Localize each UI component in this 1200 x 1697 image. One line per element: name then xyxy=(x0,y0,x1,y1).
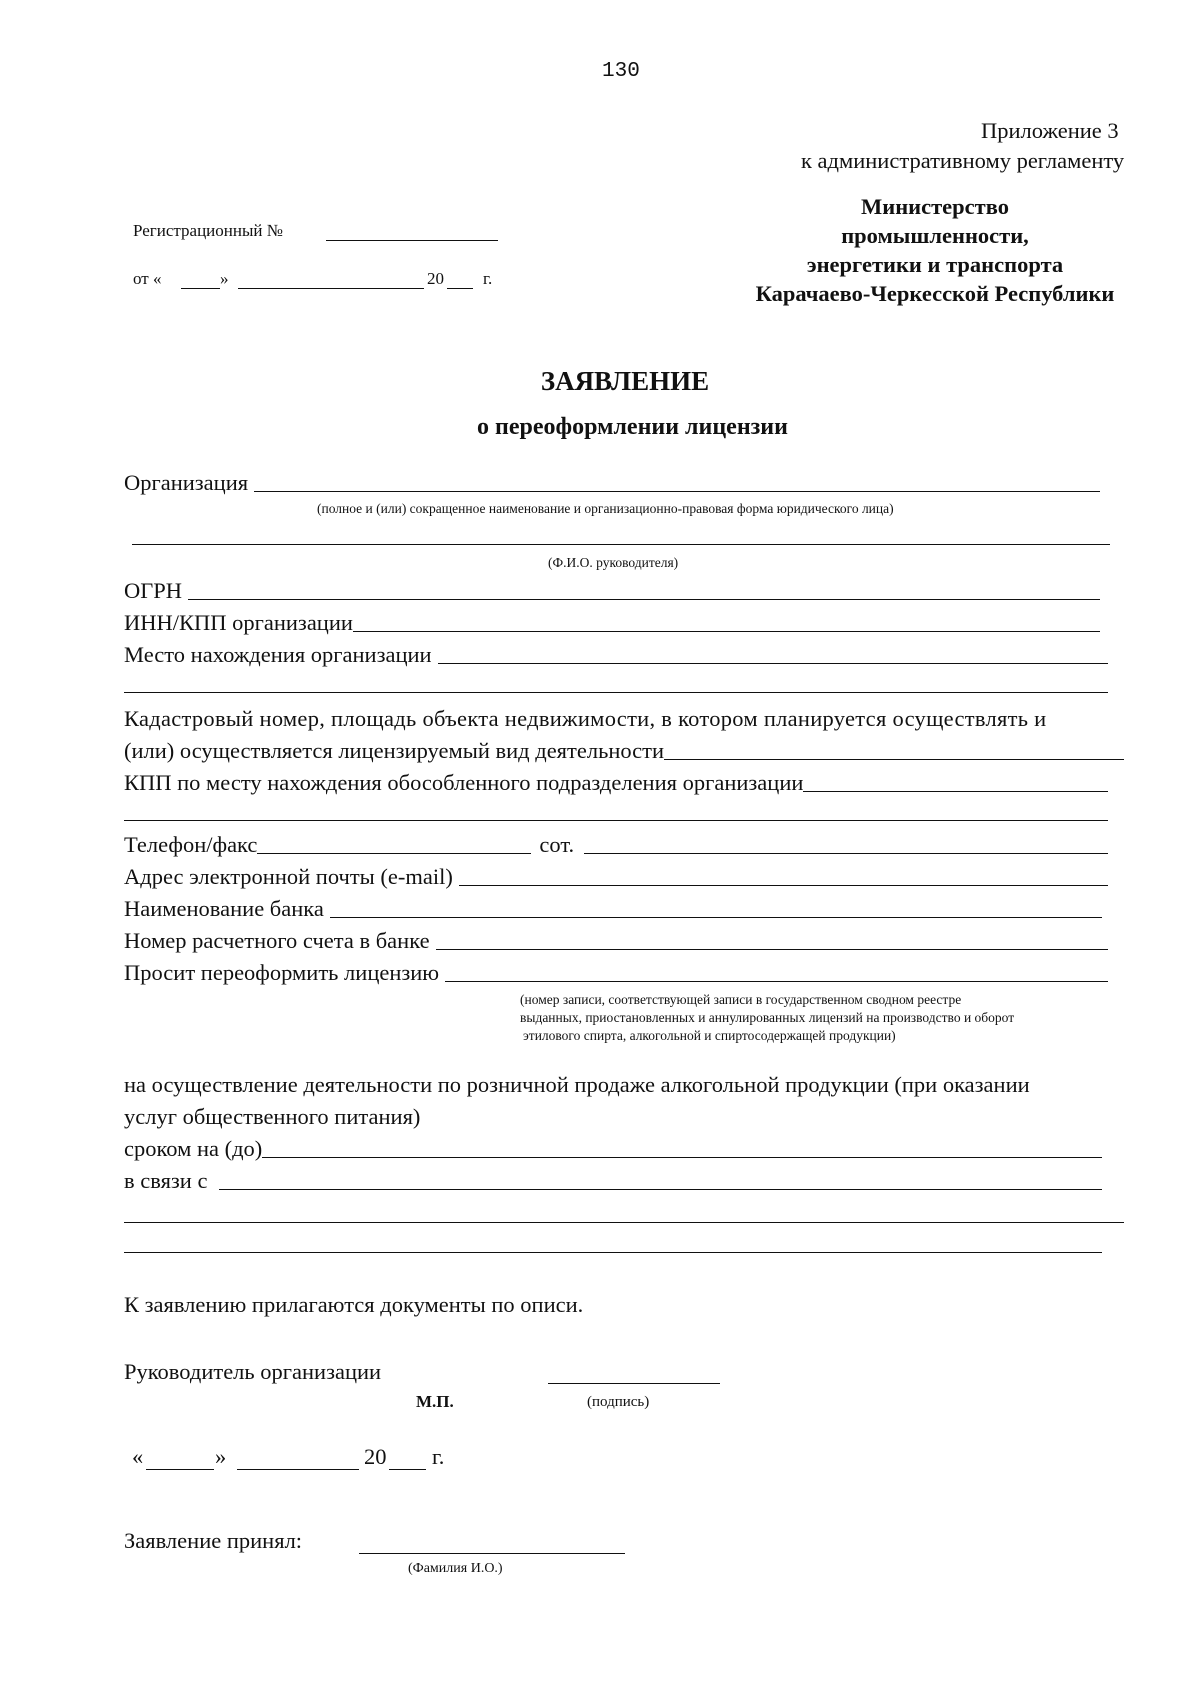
registration-year-field[interactable] xyxy=(447,288,473,289)
mobile-field[interactable] xyxy=(584,833,1108,854)
inn-kpp-row xyxy=(124,610,1100,636)
phone-field[interactable] xyxy=(257,833,531,854)
reason-field-line-3[interactable] xyxy=(124,1252,1102,1253)
date-day-field[interactable] xyxy=(146,1469,214,1470)
term-row xyxy=(124,1136,1102,1162)
account-label: Номер расчетного счета в банке xyxy=(124,928,430,953)
organization-row xyxy=(124,470,1100,496)
request-note-1: (номер записи, соответствующей записи в государственном сводном реестре xyxy=(520,992,962,1007)
signature-field[interactable] xyxy=(548,1383,720,1384)
signature-note: (подпись) xyxy=(587,1394,650,1410)
request-note-3: этилового спирта, алкогольной и спиртосодержащей продукции) xyxy=(523,1028,896,1043)
page-number: 130 xyxy=(602,60,640,83)
registration-number-label: Регистрационный № xyxy=(133,221,283,240)
email-row xyxy=(124,864,1108,890)
kpp-branch-field[interactable] xyxy=(803,771,1108,792)
term-field[interactable] xyxy=(262,1137,1102,1158)
organization-note: (полное и (или) сокращенное наименование и организационно-правовая форма юридического лица) xyxy=(317,501,894,516)
activity-text-line-1: на осуществление деятельности по розничной продаже алкогольной продукции (при оказании xyxy=(124,1072,1030,1097)
cadastral-row xyxy=(124,738,1124,764)
date-year-prefix: 20 xyxy=(364,1444,387,1469)
location-field-continued[interactable] xyxy=(124,692,1108,693)
stamp-label: М.П. xyxy=(416,1392,454,1411)
location-field[interactable] xyxy=(438,643,1108,664)
registration-year-suffix: г. xyxy=(483,269,493,288)
received-name-field[interactable] xyxy=(359,1553,625,1554)
ogrn-label: ОГРН xyxy=(124,578,183,603)
mobile-label: сот. xyxy=(539,832,575,857)
received-label: Заявление принял: xyxy=(124,1528,303,1553)
request-row xyxy=(124,960,1108,986)
ogrn-row xyxy=(124,578,1100,604)
request-note-2: выданных, приостановленных и аннулированных лицензий на производство и оборот xyxy=(520,1010,1015,1025)
attachments-note: К заявлению прилагаются документы по описи. xyxy=(124,1292,584,1317)
request-label: Просит переоформить лицензию xyxy=(124,960,440,985)
reason-label: в связи с xyxy=(124,1168,208,1193)
date-quote-open: « xyxy=(132,1444,144,1469)
cadastral-text-line-1: Кадастровый номер, площадь объекта недвижимости, в котором планируется осуществлять и xyxy=(124,706,1047,731)
date-year-suffix: г. xyxy=(432,1444,445,1469)
appendix-line-2: к административному регламенту xyxy=(801,148,1125,173)
addressee-line-3: энергетики и транспорта xyxy=(806,252,1064,277)
bank-label: Наименование банка xyxy=(124,896,324,921)
reason-row xyxy=(124,1168,1102,1194)
registration-day-field[interactable] xyxy=(181,288,220,289)
head-name-note: (Ф.И.О. руководителя) xyxy=(548,555,679,570)
location-row xyxy=(124,642,1108,668)
registration-month-field[interactable] xyxy=(238,288,424,289)
kpp-branch-label: КПП по месту нахождения обособленного подразделения организации xyxy=(124,770,804,795)
date-quote-close: » xyxy=(215,1444,227,1469)
kpp-branch-field-continued[interactable] xyxy=(124,820,1108,821)
head-name-field[interactable] xyxy=(132,544,1110,545)
organization-field[interactable] xyxy=(254,471,1100,492)
phone-label: Телефон/факс xyxy=(124,832,258,857)
registration-number-field[interactable] xyxy=(326,240,498,241)
date-year-field[interactable] xyxy=(389,1469,426,1470)
activity-text-line-2: услуг общественного питания) xyxy=(124,1104,421,1129)
location-label: Место нахождения организации xyxy=(124,642,432,667)
account-field[interactable] xyxy=(436,929,1108,950)
registration-from-label: от « xyxy=(133,269,162,288)
account-row xyxy=(124,928,1108,954)
cadastral-field[interactable] xyxy=(664,739,1124,760)
registration-year-prefix: 20 xyxy=(427,269,444,288)
organization-label: Организация xyxy=(124,470,249,495)
reason-field-line-2[interactable] xyxy=(124,1222,1124,1223)
page-title: ЗАЯВЛЕНИЕ xyxy=(540,366,710,396)
cadastral-label: (или) осуществляется лицензируемый вид деятельности xyxy=(124,738,665,763)
appendix-line-1: Приложение 3 xyxy=(981,118,1119,143)
kpp-branch-row xyxy=(124,770,1108,796)
head-signature-label: Руководитель организации xyxy=(124,1359,382,1384)
bank-row xyxy=(124,896,1102,922)
ogrn-field[interactable] xyxy=(188,579,1100,600)
bank-field[interactable] xyxy=(330,897,1102,918)
addressee-line-1: Министерство xyxy=(861,194,1009,219)
date-month-field[interactable] xyxy=(237,1469,359,1470)
term-label: сроком на (до) xyxy=(124,1136,263,1161)
phone-row xyxy=(124,832,1108,858)
inn-kpp-label: ИНН/КПП организации xyxy=(124,610,353,635)
registration-quote-close: » xyxy=(220,269,229,288)
request-field[interactable] xyxy=(445,961,1108,982)
addressee-line-4: Карачаево-Черкесской Республики xyxy=(755,281,1115,306)
page-subtitle: о переоформлении лицензии xyxy=(477,414,788,440)
reason-field[interactable] xyxy=(219,1169,1102,1190)
email-label: Адрес электронной почты (e-mail) xyxy=(124,864,453,889)
inn-kpp-field[interactable] xyxy=(353,611,1100,632)
email-field[interactable] xyxy=(459,865,1108,886)
received-note: (Фамилия И.О.) xyxy=(408,1561,503,1576)
addressee-line-2: промышленности, xyxy=(841,223,1029,248)
